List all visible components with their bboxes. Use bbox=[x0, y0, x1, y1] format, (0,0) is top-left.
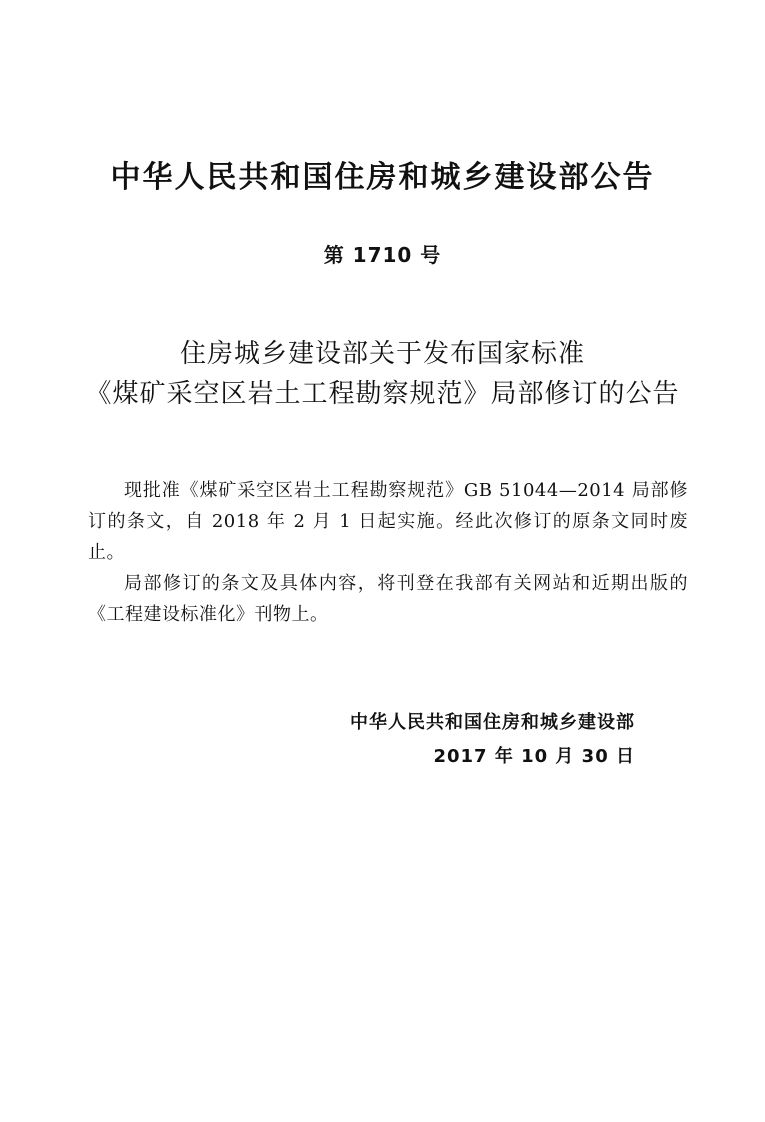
announcement-body bbox=[88, 475, 688, 630]
announcement-subtitle bbox=[0, 334, 765, 414]
subtitle-line-1: 住房城乡建设部关于发布国家标准 bbox=[179, 339, 585, 369]
signature-block bbox=[350, 706, 635, 774]
issuer-name: 中华人民共和国住房和城乡建设部 bbox=[350, 712, 635, 733]
body-paragraph-1: 现批准《煤矿采空区岩土工程勘察规范》GB 51044—2014 局部修订的条文，自 2018 年 2 月 1 日起实施。经此次修订的原条文同时废止。 bbox=[88, 480, 688, 563]
announcement-number: 第 1710 号 bbox=[323, 243, 442, 267]
subtitle-line-2: 《煤矿采空区岩土工程勘察规范》局部修订的公告 bbox=[85, 379, 680, 409]
body-paragraph-2: 局部修订的条文及具体内容，将刊登在我部有关网站和近期出版的《工程建设标准化》刊物上。 bbox=[88, 573, 688, 625]
issue-date: 2017 年 10 月 30 日 bbox=[433, 746, 635, 767]
page-title: 中华人民共和国住房和城乡建设部公告 bbox=[110, 160, 655, 195]
